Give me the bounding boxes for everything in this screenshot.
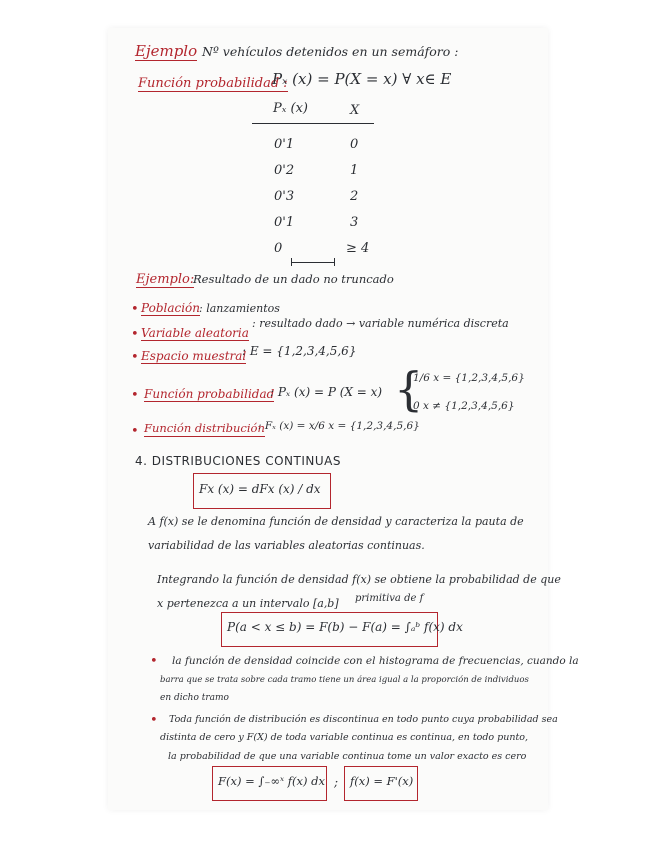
probability-function-formula: Pₓ (x) = P(X = x) ∀ x∈ E [272,70,452,88]
bullet-dot: • [131,388,139,403]
paragraph-line: x pertenezca a un intervalo [a,b] [157,597,339,610]
paragraph-line: Integrando la función de densidad f(x) se obtiene la probabilidad de que [157,573,561,586]
density-derivative-formula: Fx (x) = dFx (x) / dx [199,482,321,496]
underbrace-tick [334,258,335,266]
table-header-x: X [350,103,360,118]
bullet-dot: • [131,424,139,439]
bullet-dot: • [131,350,139,365]
example-1-title: Nº vehículos detenidos en un semáforo : [202,44,459,59]
example-2-label: Ejemplo: [136,272,195,287]
integral-formula: P(a < x ≤ b) = F(b) − F(a) = ∫ₐᵇ f(x) dx [227,620,463,634]
list-item-text: : Pₓ (x) = P (X = x) [270,385,383,399]
example-2-title: Resultado de un dado no truncado [193,272,394,286]
formula-separator: ; [334,775,339,789]
table-cell: 2 [350,189,359,204]
table-cell: 0'3 [274,189,295,204]
bullet-dot: • [131,302,139,317]
table-header-rule [252,123,374,124]
bullet-dot: • [150,654,158,669]
table-cell: 1 [350,163,359,178]
bullet-line: distinta de cero y F(X) de toda variable continua es continua, en todo punto, [160,732,529,743]
table-cell: ≥ 4 [346,241,370,256]
bullet-line: en dicho tramo [160,693,229,703]
piecewise-case: 1/6 x = {1,2,3,4,5,6} [413,372,525,384]
table-cell: 0'2 [274,163,295,178]
list-item-text: : E = {1,2,3,4,5,6} [242,344,357,358]
underbrace-tick [291,258,292,266]
density-derivative-result: f(x) = F'(x) [350,774,414,788]
list-item-label: Variable aleatoria [141,326,249,340]
list-item-label: Función probabilidad [144,387,275,401]
list-item-label: Espacio muestral [141,349,247,363]
bullet-line: Toda función de distribución es discontinua en todo punto cuya probabilidad sea [169,714,558,725]
list-item-label: Función distribución [144,421,265,435]
piecewise-case: 0 x ≠ {1,2,3,4,5,6} [413,400,515,412]
list-item-text: : Fₓ (x) = x/6 x = {1,2,3,4,5,6} [258,420,420,432]
bullet-dot: • [131,327,139,342]
bullet-dot: • [150,713,158,728]
section-heading: 4. DISTRIBUCIONES CONTINUAS [135,454,341,468]
bullet-line: la función de densidad coincide con el histograma de frecuencias, cuando la [172,655,579,667]
table-cell: 3 [350,215,359,230]
bullet-line: barra que se trata sobre cada tramo tiene un área igual a la proporción de individuos [160,675,529,685]
distribution-integral-formula: F(x) = ∫₋∞ˣ f(x) dx [218,774,325,788]
list-item-text: : lanzamientos [199,302,280,315]
primitive-annotation: primitiva de f [355,593,424,604]
underbrace-line [291,262,335,263]
bullet-line: la probabilidad de que una variable continua tome un valor exacto es cero [168,751,527,762]
probability-function-label: Función probabilidad : [138,76,288,91]
paragraph-line: variabilidad de las variables aleatorias continuas. [148,539,425,552]
table-cell: 0'1 [274,215,295,230]
paragraph-line: A f(x) se le denomina función de densidad y caracteriza la pauta de [148,515,524,528]
list-item-text: : resultado dado → variable numérica discreta [252,317,509,330]
table-cell: 0 [274,241,283,256]
list-item-label: Población [141,301,200,315]
table-header-px: Pₓ (x) [273,101,308,116]
table-cell: 0'1 [274,137,295,152]
piecewise-brace: { [394,362,424,416]
example-1-label: Ejemplo [135,42,198,60]
table-cell: 0 [350,137,359,152]
